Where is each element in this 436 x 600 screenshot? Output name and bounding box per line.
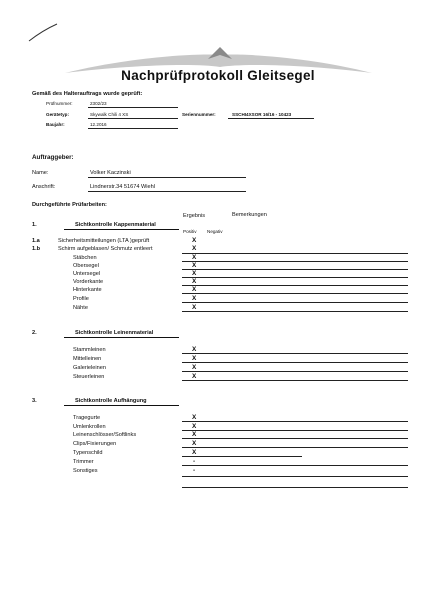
item-stabchen-result: X: [192, 254, 197, 261]
seriennummer-label: Seriennummer:: [182, 112, 216, 117]
extra-line: [182, 487, 408, 488]
item-clips-label: Clips/Fixierungen: [73, 441, 117, 447]
item-stabchen-line: [182, 261, 408, 262]
baujahr-label: Baujahr:: [46, 122, 65, 127]
baujahr-line: [88, 128, 178, 129]
seriennummer-value: SSCHI4XSOR 16/16 - 10423: [232, 112, 292, 117]
item-mittelleinen-result: X: [192, 355, 197, 362]
bemerkungen-header: Bemerkungen: [232, 212, 267, 218]
prufnummer-line: [88, 107, 178, 108]
item-trimmer-line: [182, 465, 408, 466]
geratetyp-line: [88, 118, 178, 119]
item-sonstiges-label: Sonstiges: [73, 468, 98, 474]
item-mittelleinen-label: Mittelleinen: [73, 356, 102, 362]
name-line: [88, 177, 246, 178]
item-leinenschloesser-result: X: [192, 431, 197, 438]
item-1b-num: 1.b: [32, 246, 41, 252]
item-1b-result: X: [192, 245, 197, 252]
item-nahte-result: X: [192, 304, 197, 311]
item-untersegel-line: [182, 277, 408, 278]
item-clips-result: X: [192, 440, 197, 447]
section2-title: Sichtkontrolle Leinenmaterial: [75, 330, 154, 336]
section3-number: 3.: [32, 398, 37, 404]
section3-title: Sichtkontrolle Aufhängung: [75, 398, 147, 404]
item-vorderkante-result: X: [192, 278, 197, 285]
auftraggeber-heading: Auftraggeber:: [32, 154, 74, 161]
section2-number: 2.: [32, 330, 37, 336]
item-galerieleinen-label: Galerieleinen: [73, 365, 106, 371]
item-tragegurte-result: X: [192, 414, 197, 421]
item-1b-line: [182, 253, 408, 254]
item-stammleinen-label: Stammleinen: [73, 347, 106, 353]
item-clips-line: [182, 447, 408, 448]
positiv-header: Positiv: [183, 229, 197, 234]
item-hinterkante-result: X: [192, 286, 197, 293]
item-nahte-line: [182, 311, 408, 312]
item-umlenkrollen-line: [182, 430, 408, 431]
item-steuerleinen-result: X: [192, 373, 197, 380]
address-line: [88, 191, 246, 192]
item-leinenschloesser-label: Leinenschlösser/Softlinks: [73, 432, 137, 438]
prufnummer-label: Prüfnummer:: [46, 101, 73, 106]
item-hinterkante-line: [182, 293, 408, 294]
item-1a-result: X: [192, 237, 197, 244]
item-typenschild-label: Typenschild: [73, 450, 103, 456]
item-leinenschloesser-line: [182, 438, 408, 439]
item-umlenkrollen-result: X: [192, 423, 197, 430]
item-stabchen-label: Stäbchen: [73, 255, 97, 261]
item-obersegel-label: Obersegel: [73, 263, 99, 269]
name-value: Volker Kaczinski: [90, 170, 131, 176]
section2-rule: [64, 337, 179, 338]
prufnummer-value: 2302/23: [90, 101, 107, 106]
address-label: Anschrift:: [32, 184, 56, 190]
section1-title: Sichtkontrolle Kappenmaterial: [75, 222, 156, 228]
item-vorderkante-label: Vorderkante: [73, 279, 104, 285]
item-stammleinen-line: [182, 353, 408, 354]
item-trimmer-label: Trimmer: [73, 459, 94, 465]
item-typenschild-line: [182, 456, 302, 457]
item-profile-label: Profile: [73, 296, 89, 302]
item-steuerleinen-line: [182, 380, 408, 381]
pen-mark: [26, 22, 60, 44]
prufarbeiten-heading: Durchgeführte Prüfarbeiten:: [32, 202, 107, 208]
address-value: Lindnerstr.34 51674 Wiehl: [90, 184, 155, 190]
item-galerieleinen-line: [182, 371, 408, 372]
section1-rule: [64, 229, 179, 230]
section3-rule: [64, 405, 179, 406]
section1-number: 1.: [32, 222, 37, 228]
negativ-header: Negativ: [207, 229, 223, 234]
item-profile-result: X: [192, 295, 197, 302]
item-obersegel-line: [182, 269, 408, 270]
item-profile-line: [182, 302, 408, 303]
owner-order-label: Gemäß des Halterauftrags wurde geprüft:: [32, 91, 143, 97]
item-nahte-label: Nähte: [73, 305, 88, 311]
item-1a-label: Sicherheitsmitteilungen (LTA )geprüft: [58, 238, 150, 244]
item-umlenkrollen-label: Umlenkrollen: [73, 424, 106, 430]
item-stammleinen-result: X: [192, 346, 197, 353]
seriennummer-line: [228, 118, 314, 119]
item-1b-label: Schirm aufgeblasen/ Schmutz entleert: [58, 246, 153, 252]
item-hinterkante-label: Hinterkante: [73, 287, 102, 293]
page-title: Nachprüfprotokoll Gleitsegel: [121, 68, 315, 83]
item-tragegurte-label: Tragegurte: [73, 415, 101, 421]
item-tragegurte-line: [182, 421, 408, 422]
ergebnis-header: Ergebnis: [183, 213, 206, 219]
item-typenschild-result: X: [192, 449, 197, 456]
item-untersegel-label: Untersegel: [73, 271, 101, 277]
baujahr-value: 12.2016: [90, 122, 107, 127]
item-1a-num: 1.a: [32, 238, 40, 244]
item-vorderkante-line: [182, 285, 408, 286]
item-trimmer-result: -: [193, 458, 196, 465]
item-sonstiges-result: -: [193, 467, 196, 474]
item-galerieleinen-result: X: [192, 364, 197, 371]
item-untersegel-result: X: [192, 270, 197, 277]
item-mittelleinen-line: [182, 362, 408, 363]
item-steuerleinen-label: Steuerleinen: [73, 374, 105, 380]
item-obersegel-result: X: [192, 262, 197, 269]
name-label: Name:: [32, 170, 49, 176]
item-sonstiges-line: [182, 476, 408, 477]
geratetyp-label: Gerätetyp:: [46, 112, 69, 117]
geratetyp-value: Skywalk Chili 4 XS: [90, 112, 129, 117]
